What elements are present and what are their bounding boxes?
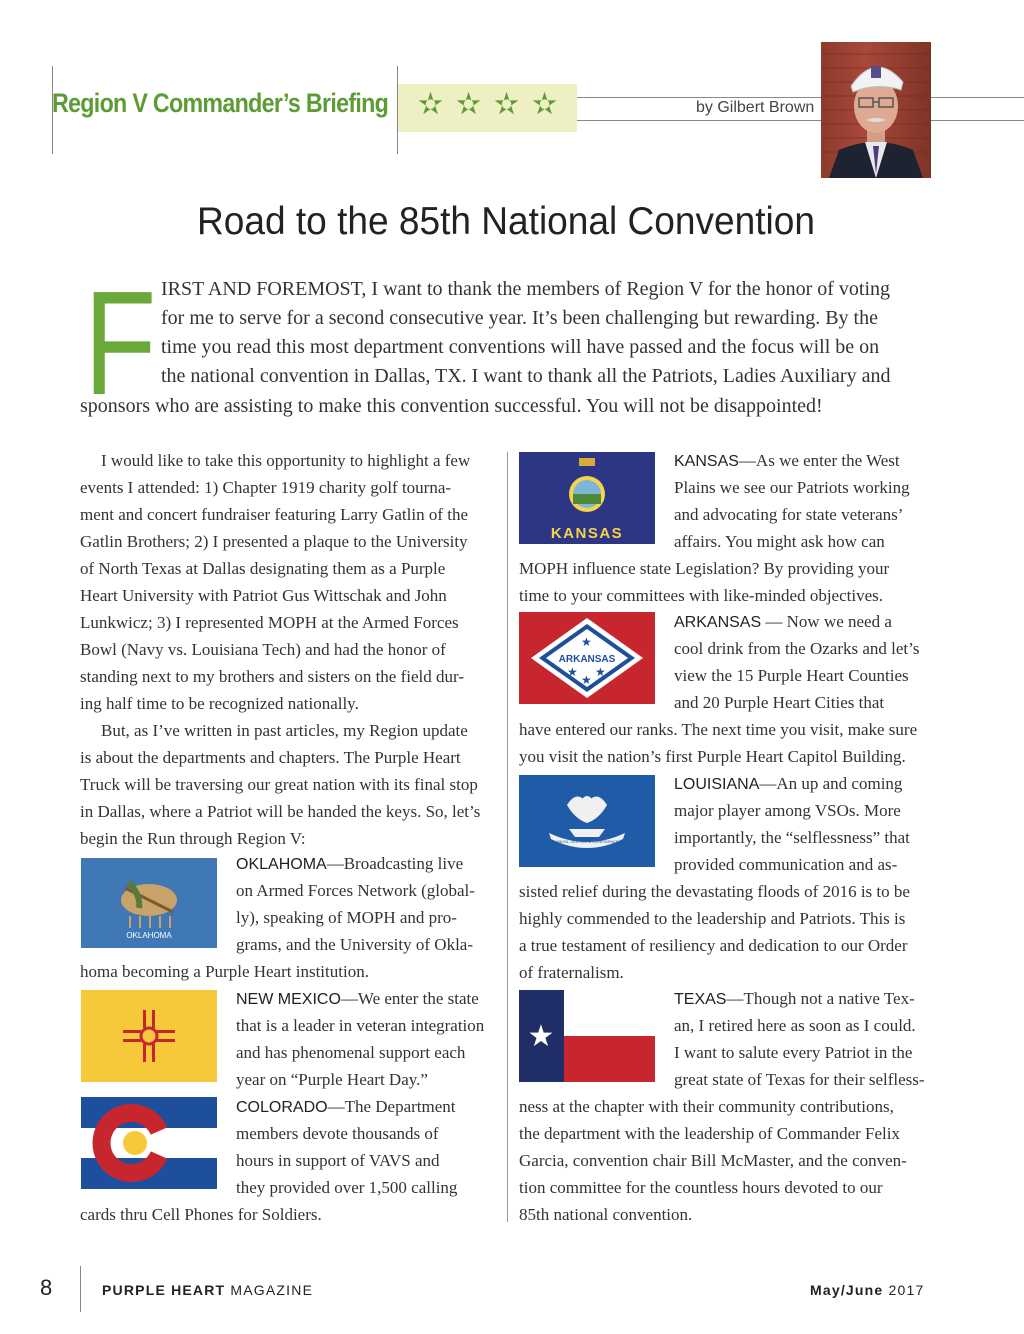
kansas-flag-label: KANSAS: [550, 525, 624, 542]
body-line: Lunkwicz; 3) I represented MOPH at the Armed Forces: [80, 613, 459, 632]
intro-line: time you read this most department conventions will have passed and the focus will be on: [161, 336, 880, 358]
magazine-name: [102, 1282, 313, 1298]
body-line: and 20 Purple Heart Cities that: [674, 693, 885, 712]
body-line: —An up and coming: [759, 774, 903, 793]
drop-cap: F: [84, 261, 157, 426]
body-line: begin the Run through Region V:: [80, 829, 306, 848]
body-line: view the 15 Purple Heart Counties: [674, 666, 909, 685]
state-name: KANSAS: [674, 453, 739, 470]
body-line: an, I retired here as soon as I could.: [674, 1016, 916, 1035]
body-line: Heart University with Patriot Gus Wittschak and John: [80, 586, 447, 605]
state-name: OKLAHOMA: [236, 856, 327, 873]
article-headline: Road to the 85th National Convention: [197, 200, 815, 243]
body-line: —The Department: [327, 1097, 456, 1116]
body-line: on Armed Forces Network (global-: [236, 881, 475, 900]
body-line: and advocating for state veterans’: [674, 505, 904, 524]
issue-date: [810, 1282, 924, 1298]
header-top-rule: [577, 97, 1024, 98]
body-line: —As we enter the West: [738, 451, 900, 470]
column-divider: [507, 452, 508, 1222]
body-line: a true testament of resiliency and dedication to our Order: [519, 936, 908, 955]
body-line: is about the departments and chapters. The Purple Heart: [80, 748, 461, 767]
body-line: affairs. You might ask how can: [674, 532, 885, 551]
body-line: cool drink from the Ozarks and let’s: [674, 639, 920, 658]
state-name: LOUISIANA: [674, 776, 760, 793]
section-title: Region V Commander’s Briefing: [52, 88, 389, 118]
body-line: they provided over 1,500 calling: [236, 1178, 458, 1197]
body-line: Garcia, convention chair Bill McMaster, and the conven-: [519, 1151, 907, 1170]
body-line: grams, and the University of Okla-: [236, 935, 473, 954]
state-entry-oklahoma: [236, 855, 463, 873]
intro-line: IRST AND FOREMOST, I want to thank the members of Region V for the honor of voting: [161, 278, 891, 300]
body-line: Gatlin Brothers; 2) I presented a plaque to the University: [80, 532, 468, 551]
star-icon: ✫: [418, 87, 444, 122]
state-entry-kansas: [674, 452, 900, 470]
author-photo: [821, 42, 931, 178]
star-icon: ✫: [532, 87, 558, 122]
body-line: and has phenomenal support each: [236, 1043, 466, 1062]
state-entry-arkansas: [674, 613, 892, 631]
intro-line: the national convention in Dallas, TX. I want to thank all the Patriots, Ladies Auxiliary and: [161, 365, 891, 387]
kansas-flag: [519, 452, 655, 544]
body-line: hours in support of VAVS and: [236, 1151, 440, 1170]
arkansas-flag: [519, 612, 655, 704]
body-line: have entered our ranks. The next time you visit, make sure: [519, 720, 918, 739]
issue-date-bold: May/June: [810, 1282, 884, 1298]
arkansas-flag-label: ARKANSAS: [558, 654, 616, 665]
oklahoma-flag: [81, 858, 217, 948]
body-line: I would like to take this opportunity to highlight a few: [101, 451, 471, 470]
texas-flag: [519, 990, 655, 1082]
body-line: of fraternalism.: [519, 963, 624, 982]
body-line: you visit the nation’s first Purple Heart Capitol Building.: [519, 747, 906, 766]
body-line: ly), speaking of MOPH and pro-: [236, 908, 457, 927]
star-rating-box: [398, 84, 577, 132]
body-line: I want to salute every Patriot in the: [674, 1043, 913, 1062]
body-line: ing half time to be recognized nationally.: [80, 694, 359, 713]
svg-text:★: ★: [527, 1019, 555, 1054]
magazine-name-bold: PURPLE HEART: [102, 1282, 226, 1298]
body-line: —Broadcasting live: [326, 854, 464, 873]
star-icon: ✫: [456, 87, 482, 122]
issue-date-rest: 2017: [883, 1282, 925, 1298]
body-line: cards thru Cell Phones for Soldiers.: [80, 1205, 322, 1224]
state-entry-colorado: [236, 1098, 456, 1116]
svg-text:★: ★: [581, 635, 592, 649]
author-byline: by Gilbert Brown: [696, 99, 815, 116]
footer-rule: [80, 1266, 81, 1312]
new-mexico-flag: [81, 990, 217, 1082]
body-line: great state of Texas for their selfless-: [674, 1070, 925, 1089]
body-line: major player among VSOs. More: [674, 801, 901, 820]
colorado-flag: [81, 1097, 217, 1189]
body-line: events I attended: 1) Chapter 1919 charity golf tourna-: [80, 478, 452, 497]
state-entry-new-mexico: [236, 990, 479, 1008]
body-line: provided communication and as-: [674, 855, 898, 874]
oklahoma-flag-label: OKLAHOMA: [126, 931, 172, 940]
state-entry-louisiana: [674, 775, 902, 793]
body-line: importantly, the “selflessness” that: [674, 828, 910, 847]
state-name: ARKANSAS: [674, 614, 762, 631]
body-line: —We enter the state: [340, 989, 479, 1008]
state-name: TEXAS: [674, 991, 727, 1008]
intro-line: for me to serve for a second consecutive year. It’s been challenging but rewarding. By the: [161, 307, 878, 329]
body-line: Bowl (Navy vs. Louisiana Tech) and had the honor of: [80, 640, 446, 659]
body-line: in Dallas, where a Patriot will be handed the keys. So, let’s: [80, 802, 481, 821]
body-line: members devote thousands of: [236, 1124, 439, 1143]
body-line: 85th national convention.: [519, 1205, 693, 1224]
body-line: standing next to my brothers and sisters on the field dur-: [80, 667, 464, 686]
body-line: — Now we need a: [761, 612, 892, 631]
body-line: time to your committees with like-minded objectives.: [519, 586, 884, 605]
svg-text:★: ★: [567, 665, 578, 679]
state-entry-texas: [674, 990, 915, 1008]
body-line: sisted relief during the devastating floods of 2016 is to be: [519, 882, 910, 901]
body-line: of North Texas at Dallas designating them as a Purple: [80, 559, 446, 578]
body-line: the department with the leadership of Commander Felix: [519, 1124, 900, 1143]
body-line: ness at the chapter with their community contributions,: [519, 1097, 894, 1116]
louisiana-flag: [519, 775, 655, 867]
body-line: year on “Purple Heart Day.”: [236, 1070, 428, 1089]
page-number: 8: [40, 1275, 53, 1300]
svg-text:★: ★: [595, 665, 606, 679]
body-line: Plains we see our Patriots working: [674, 478, 910, 497]
louisiana-flag-label: UNION, JUSTICE & CONFIDENCE: [555, 839, 619, 844]
body-line: ment and concert fundraiser featuring Larry Gatlin of the: [80, 505, 469, 524]
magazine-name-rest: MAGAZINE: [225, 1282, 314, 1298]
state-name: NEW MEXICO: [236, 991, 341, 1008]
body-line: But, as I’ve written in past articles, my Region update: [101, 721, 468, 740]
body-line: Truck will be traversing our great nation with its final stop: [80, 775, 478, 794]
body-line: highly commended to the leadership and Patriots. This is: [519, 909, 906, 928]
body-line: tion committee for the countless hours devoted to our: [519, 1178, 883, 1197]
body-line: MOPH influence state Legislation? By providing your: [519, 559, 890, 578]
body-line: —Though not a native Tex-: [726, 989, 915, 1008]
state-name: COLORADO: [236, 1099, 328, 1116]
header-bottom-rule: [577, 120, 1024, 121]
body-line: homa becoming a Purple Heart institution.: [80, 962, 369, 981]
svg-text:★: ★: [581, 673, 592, 687]
body-line: that is a leader in veteran integration: [236, 1016, 485, 1035]
star-icon: ✫: [494, 87, 520, 122]
intro-line: sponsors who are assisting to make this convention successful. You will not be disappointed!: [80, 395, 823, 417]
